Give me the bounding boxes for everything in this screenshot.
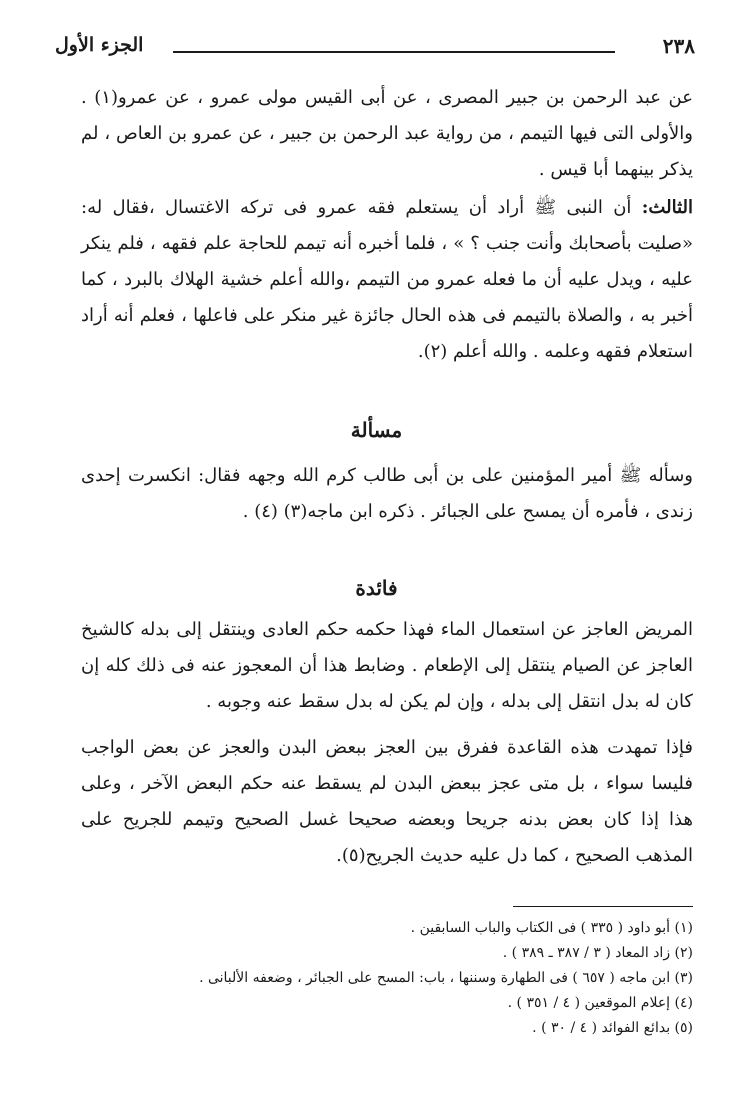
- paragraph-third: [81, 190, 693, 370]
- footnote-5: (٥) بدائع الفوائد ( ٤ / ٣٠ ) .: [532, 1020, 693, 1036]
- paragraph-intro: عن عبد الرحمن بن جبير المصرى ، عن أبى القيس مولى عمرو ، عن عمرو(١) . والأولى التى فيها التيمم ، من رواية عبد الرحمن بن جبير ، عن عمرو بن العاص ، لم يذكر بينهما أبا قيس .: [81, 87, 694, 180]
- running-title: الجزء الأول: [55, 34, 144, 56]
- section-heading-masala: مسألة: [350, 418, 403, 442]
- paragraph-masala: وسأله ﷺ أمير المؤمنين على بن أبى طالب كرم الله وجهه فقال: انكسرت إحدى زندى ، فأمره أن يمسح على الجبائر . ذكره ابن ماجه(٣) (٤) .: [81, 465, 693, 522]
- paragraph-third-text: أن النبى ﷺ أراد أن يستعلم فقه عمرو فى تركه الاغتسال ،فقال له: «صليت بأصحابك وأنت جنب ؟ » ، فلما أخبره أنه تيمم للحاجة علم فقهه ، فلم ينكر عليه ، ويدل عليه أن ما فعله عمرو من التيمم ،والله أعلم خشية الهلاك بالبرد ، كما أخبر به ، والصلاة بالتيمم فى هذه الحال جائزة غير منكر على فاعلها ، فعلم أنه أراد استعلام فقهه وعلمه . والله أعلم (٢).: [81, 197, 693, 362]
- footnote-4: (٤) إعلام الموقعين ( ٤ / ٣٥١ ) .: [507, 995, 693, 1011]
- paragraph-lead: الثالث:: [641, 197, 693, 218]
- paragraph-faida-1: المريض العاجز عن استعمال الماء فهذا حكمه حكم العادى وينتقل إلى بدله كالشيخ العاجز عن الصيام ينتقل إلى الإطعام . وضابط هذا أن المعجوز عنه فى ذلك كله إن كان له بدل انتقل إلى بدله ، وإن لم يكن له بدل سقط عنه وجوبه .: [81, 619, 693, 712]
- footnote-2: (٢) زاد المعاد ( ٣ / ٣٨٧ ـ ٣٨٩ ) .: [502, 945, 693, 961]
- footnote-1: (١) أبو داود ( ٣٣٥ ) فى الكتاب والباب السابقين .: [410, 920, 693, 936]
- footnote-divider: [513, 906, 693, 907]
- page-header: [55, 34, 695, 64]
- footnote-3: (٣) ابن ماجه ( ٦٥٧ ) فى الطهارة وسننها ، باب: المسح على الجبائر ، وضعفه الألبانى .: [199, 970, 693, 986]
- header-rule: [173, 51, 615, 53]
- page-number: ٢٣٨: [662, 34, 695, 58]
- footnotes: [73, 916, 693, 1041]
- paragraph-faida-2: فإذا تمهدت هذه القاعدة ففرق بين العجز ببعض البدن والعجز عن بعض الواجب فليسا سواء ، بل متى عجز ببعض البدن لم يسقط عنه حكم البعض الآخر ، وعلى هذا إذا كان بعض بدنه جريحا وبعضه صحيحا غسل الصحيح وتيمم للجريح على المذهب الصحيح ، كما دل عليه حديث الجريح(٥).: [81, 737, 693, 866]
- section-heading-faida: فائدة: [355, 576, 398, 600]
